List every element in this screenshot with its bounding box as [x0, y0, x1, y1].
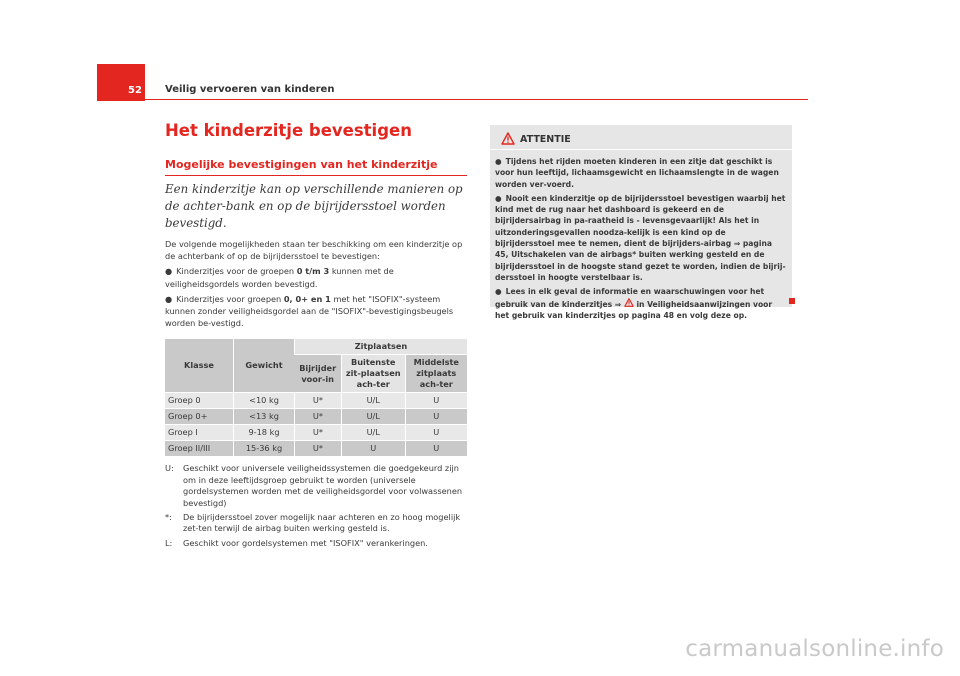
header-divider [145, 99, 808, 100]
body-text [165, 238, 467, 329]
cell-gewicht: 9-18 kg [234, 425, 295, 441]
cell-buitenste: U/L [341, 425, 405, 441]
cell-klasse: Groep 0+ [165, 409, 234, 425]
sub-heading: Mogelijke bevestigingen van het kinderzitje [165, 158, 467, 176]
cell-middelste: U [405, 393, 467, 409]
note-key: U: [165, 463, 174, 474]
section-title: Veilig vervoeren van kinderen [165, 84, 335, 95]
page-heading: Het kinderzitje bevestigen [165, 121, 412, 140]
cell-middelste: U [405, 441, 467, 457]
warning-text: Lees in elk geval de informatie en waarschuwingen voor het gebruik van de kinderzitjes ⇒ [495, 287, 765, 309]
cell-gewicht: <10 kg [234, 393, 295, 409]
paragraph: De volgende mogelijkheden staan ter beschikking om een kinderzitje op de achterbank of op de bijrijdersstoel te bevestigen: [165, 239, 463, 262]
warning-box [490, 125, 792, 320]
main-column [165, 120, 467, 552]
note-text: Geschikt voor universele veiligheidssystemen die goedgekeurd zijn om in deze leeftijdsgroep gebruikt te worden (universele gordelsystemen worden met de veiligheidsgordel voor volwassenen bevestigd) [183, 463, 463, 508]
cell-gewicht: 15-36 kg [234, 441, 295, 457]
seat-table [165, 339, 467, 457]
note-item [165, 512, 467, 535]
cell-gewicht: <13 kg [234, 409, 295, 425]
cell-klasse: Groep 0 [165, 393, 234, 409]
warning-header [490, 125, 792, 150]
bullet-item [165, 265, 467, 289]
cell-bijrijder: U* [295, 441, 342, 457]
cell-bijrijder: U* [295, 393, 342, 409]
cell-bijrijder: U* [295, 409, 342, 425]
page-number-box [97, 64, 145, 101]
note-item [165, 538, 467, 549]
table-row [165, 409, 467, 425]
zitplaatsen-header: Zitplaatsen [295, 339, 468, 355]
bullet-icon: ● [165, 293, 173, 304]
warning-item [495, 193, 787, 283]
bullet-item [165, 293, 467, 330]
table-notes [165, 463, 467, 549]
col-gewicht: Gewicht [234, 339, 295, 393]
bullet-text: kunnen met de veiligheidsgordels worden bevestigd. [165, 266, 394, 289]
warning-triangle-icon [501, 132, 515, 145]
cell-buitenste: U [341, 441, 405, 457]
table-row [165, 393, 467, 409]
warning-title: ATTENTIE [520, 134, 571, 145]
note-item [165, 463, 467, 509]
bullet-bold: 0 t/m 3 [296, 266, 330, 277]
bullet-icon: ● [495, 287, 502, 297]
bullet-icon: ● [495, 157, 502, 166]
cell-middelste: U [405, 425, 467, 441]
col-bijrijder: Bijrijder voor-in [295, 355, 342, 393]
col-middelste: Middelste zitplaats ach-ter [405, 355, 467, 393]
cell-klasse: Groep I [165, 425, 234, 441]
warning-item [495, 286, 787, 321]
note-key: *: [165, 512, 172, 523]
warning-text: in Veiligheidsaanwijzingen voor het gebruik van kinderzitjes op pagina 48 en volg deze op. [495, 299, 773, 320]
cell-buitenste: U/L [341, 409, 405, 425]
warning-body [490, 150, 792, 321]
warning-triangle-icon [624, 298, 634, 307]
col-buitenste: Buitenste zit-plaatsen ach-ter [341, 355, 405, 393]
cell-klasse: Groep II/III [165, 441, 234, 457]
section-end-marker [789, 298, 795, 304]
warning-item [495, 156, 787, 190]
cell-bijrijder: U* [295, 425, 342, 441]
bullet-text: Kinderzitjes voor groepen [176, 293, 284, 304]
cell-middelste: U [405, 409, 467, 425]
bullet-text: Kinderzitjes voor de groepen [176, 266, 297, 277]
cell-buitenste: U/L [341, 393, 405, 409]
note-key: L: [165, 537, 173, 548]
bullet-icon: ● [165, 266, 173, 277]
bullet-bold: 0, 0+ en 1 [283, 293, 331, 304]
note-text: De bijrijdersstoel zover mogelijk naar achteren en zo hoog mogelijk zet-ten terwijl de airbag buiten werking gesteld is. [183, 512, 461, 534]
table-row [165, 425, 467, 441]
watermark: carmanualsonline.info [685, 636, 944, 662]
bullet-text: met het "ISOFIX"-systeem kunnen zonder veiligheidsgordel aan de "ISOFIX"-bevestigingsbeugels worden be-vestigd. [165, 293, 454, 329]
warning-text: Nooit een kinderzitje op de bijrijdersstoel bevestigen waarbij het kind met de rug naar het dashboard is gekeerd en de bijrijdersairbag in pa-raatheid is - levensgevaarlijk! Als het in uitzonderingsgevallen noodza-kelijk is een kind op de bijrijdersstoel mee te nemen, dient de bijrijders-airbag ⇒ pagina 45, Uitschakelen van de airbags* buiten werking gesteld en de bijrijdersstoel in de hoogste stand gezet te worden, indien de bijrij-dersstoel in hoogte verstelbaar is. [495, 193, 786, 282]
col-klasse: Klasse [165, 339, 234, 393]
note-text: Geschikt voor gordelsystemen met "ISOFIX" verankeringen. [183, 537, 428, 548]
warning-text: Tijdens het rijden moeten kinderen in een zitje dat geschikt is voor hun leeftijd, lichaamsgewicht en lichaamslengte in de wagen worden ver-voerd. [495, 157, 779, 189]
bullet-icon: ● [495, 193, 502, 203]
page-number: 52 [128, 85, 142, 96]
intro-text: Een kinderzitje kan op verschillende manieren op de achter-bank en op de bijrijdersstoel worden bevestigd. [165, 182, 463, 230]
table-row [165, 441, 467, 457]
